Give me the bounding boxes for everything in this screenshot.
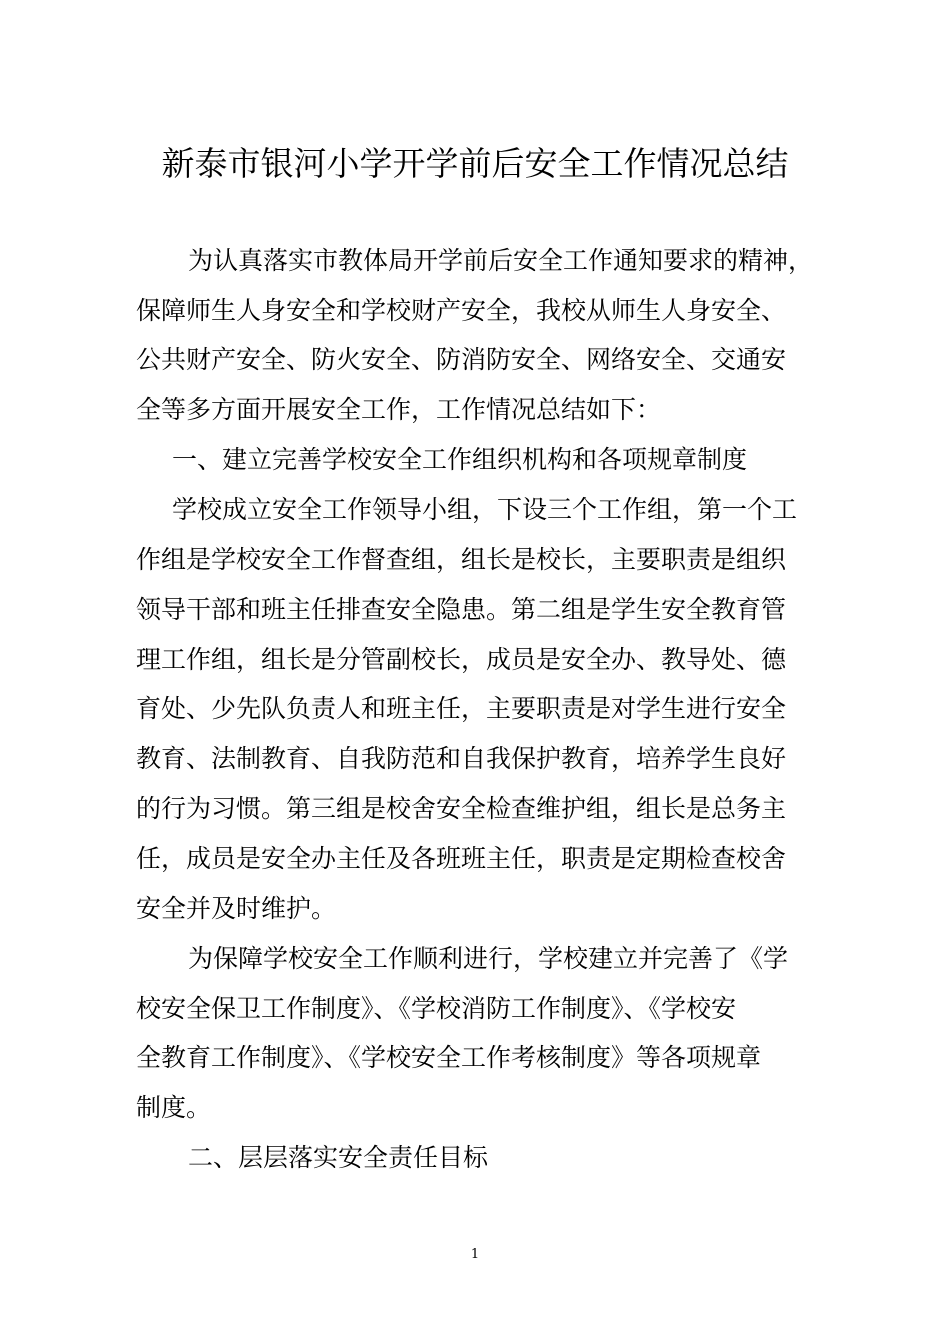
- paragraph-line: 育处、少先队负责人和班主任，主要职责是对学生进行安全: [136, 694, 787, 723]
- paragraph-line: 教育、法制教育、自我防范和自我保护教育，培养学生良好: [136, 744, 787, 773]
- paragraph-line: 全教育工作制度》、《学校安全工作考核制度》等各项规章: [136, 1043, 762, 1072]
- paragraph-line: 理工作组，组长是分管副校长，成员是安全办、教导处、德: [136, 645, 787, 674]
- paragraph-line: 作组是学校安全工作督查组，组长是校长，主要职责是组织: [136, 545, 787, 574]
- paragraph-line: 任，成员是安全办主任及各班班主任，职责是定期检查校舍: [136, 844, 787, 873]
- page-number: 1: [470, 1247, 480, 1262]
- paragraph-line: 制度。: [136, 1093, 212, 1122]
- paragraph-line: 的行为习惯。第三组是校舍安全检查维护组，组长是总务主: [136, 794, 787, 823]
- paragraph-line: 领导干部和班主任排查安全隐患。第二组是学生安全教育管: [136, 595, 787, 624]
- paragraph-line: 为认真落实市教体局开学前后安全工作通知要求的精神，: [188, 246, 814, 275]
- document-title: 新泰市银河小学开学前后安全工作情况总结: [161, 144, 789, 183]
- paragraph-line: 全等多方面开展安全工作，工作情况总结如下：: [136, 395, 662, 424]
- paragraph-line: 公共财产安全、防火安全、防消防安全、网络安全、交通安: [136, 345, 787, 374]
- paragraph-line: 安全并及时维护。: [136, 894, 337, 923]
- paragraph-line: 为保障学校安全工作顺利进行，学校建立并完善了《学: [188, 944, 789, 973]
- section-heading: 二、层层落实安全责任目标: [188, 1143, 489, 1172]
- section-heading: 一、建立完善学校安全工作组织机构和各项规章制度: [172, 445, 748, 474]
- paragraph-line: 校安全保卫工作制度》、《学校消防工作制度》、《学校安: [136, 994, 737, 1023]
- paragraph-line: 保障师生人身安全和学校财产安全，我校从师生人身安全、: [136, 296, 787, 325]
- paragraph-line: 学校成立安全工作领导小组，下设三个工作组，第一个工: [172, 495, 798, 524]
